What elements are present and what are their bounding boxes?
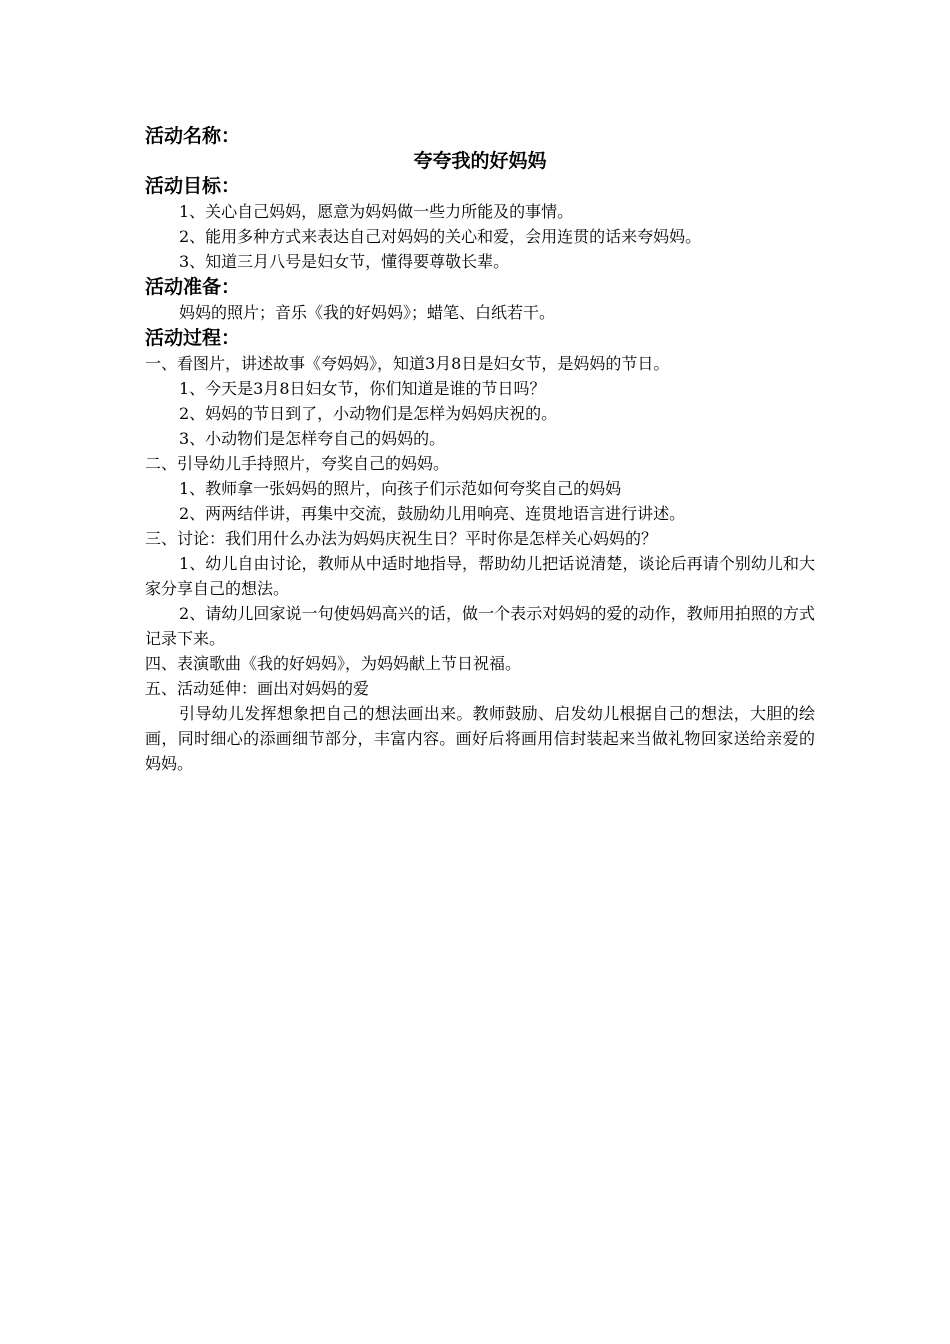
- step-5-text: 引导幼儿发挥想象把自己的想法画出来。教师鼓励、启发幼儿根据自己的想法，大胆的绘画，同时细心的添画细节部分，丰富内容。画好后将画用信封装起来当做礼物回家送给亲爱的妈妈。: [145, 704, 815, 773]
- prep-text: 妈妈的照片；音乐《我的好妈妈》；蜡笔、白纸若干。: [179, 303, 556, 322]
- goal-item: 2、能用多种方式来表达自己对妈妈的关心和爱，会用连贯的话来夸妈妈。: [179, 227, 702, 246]
- step-1-item: 1、今天是3月8日妇女节，你们知道是谁的节日吗？: [179, 379, 546, 398]
- document-page: [145, 123, 815, 776]
- prep-heading: 活动准备：: [145, 276, 241, 298]
- step-4-title: 四、表演歌曲《我的好妈妈》，为妈妈献上节日祝福。: [145, 654, 522, 673]
- step-1-item: 2、妈妈的节日到了，小动物们是怎样为妈妈庆祝的。: [179, 404, 558, 423]
- step-1-item: 3、小动物们是怎样夸自己的妈妈的。: [179, 429, 446, 448]
- activity-name-heading: 活动名称：: [145, 125, 241, 147]
- step-1-title: 一、看图片，讲述故事《夸妈妈》，知道3月8日是妇女节，是妈妈的节日。: [145, 354, 670, 373]
- step-3-item: 1、幼儿自由讨论，教师从中适时地指导，帮助幼儿把话说清楚，谈论后再请个别幼儿和大家分享自己的想法。: [145, 554, 815, 598]
- step-2-item: 1、教师拿一张妈妈的照片，向孩子们示范如何夸奖自己的妈妈: [179, 479, 622, 498]
- process-heading: 活动过程：: [145, 327, 241, 349]
- goals-heading: 活动目标：: [145, 175, 241, 197]
- goal-item: 3、知道三月八号是妇女节，懂得要尊敬长辈。: [179, 252, 510, 271]
- step-2-item: 2、两两结伴讲，再集中交流，鼓励幼儿用响亮、连贯地语言进行讲述。: [179, 504, 686, 523]
- goal-item: 1、关心自己妈妈，愿意为妈妈做一些力所能及的事情。: [179, 202, 574, 221]
- step-3-title: 三、讨论：我们用什么办法为妈妈庆祝生日？平时你是怎样关心妈妈的？: [145, 529, 658, 548]
- activity-title: 夸夸我的好妈妈: [413, 150, 547, 172]
- step-5-title: 五、活动延伸：画出对妈妈的爱: [145, 679, 370, 698]
- step-2-title: 二、引导幼儿手持照片，夸奖自己的妈妈。: [145, 454, 450, 473]
- step-3-item: 2、请幼儿回家说一句使妈妈高兴的话，做一个表示对妈妈的爱的动作，教师用拍照的方式记录下来。: [145, 604, 815, 648]
